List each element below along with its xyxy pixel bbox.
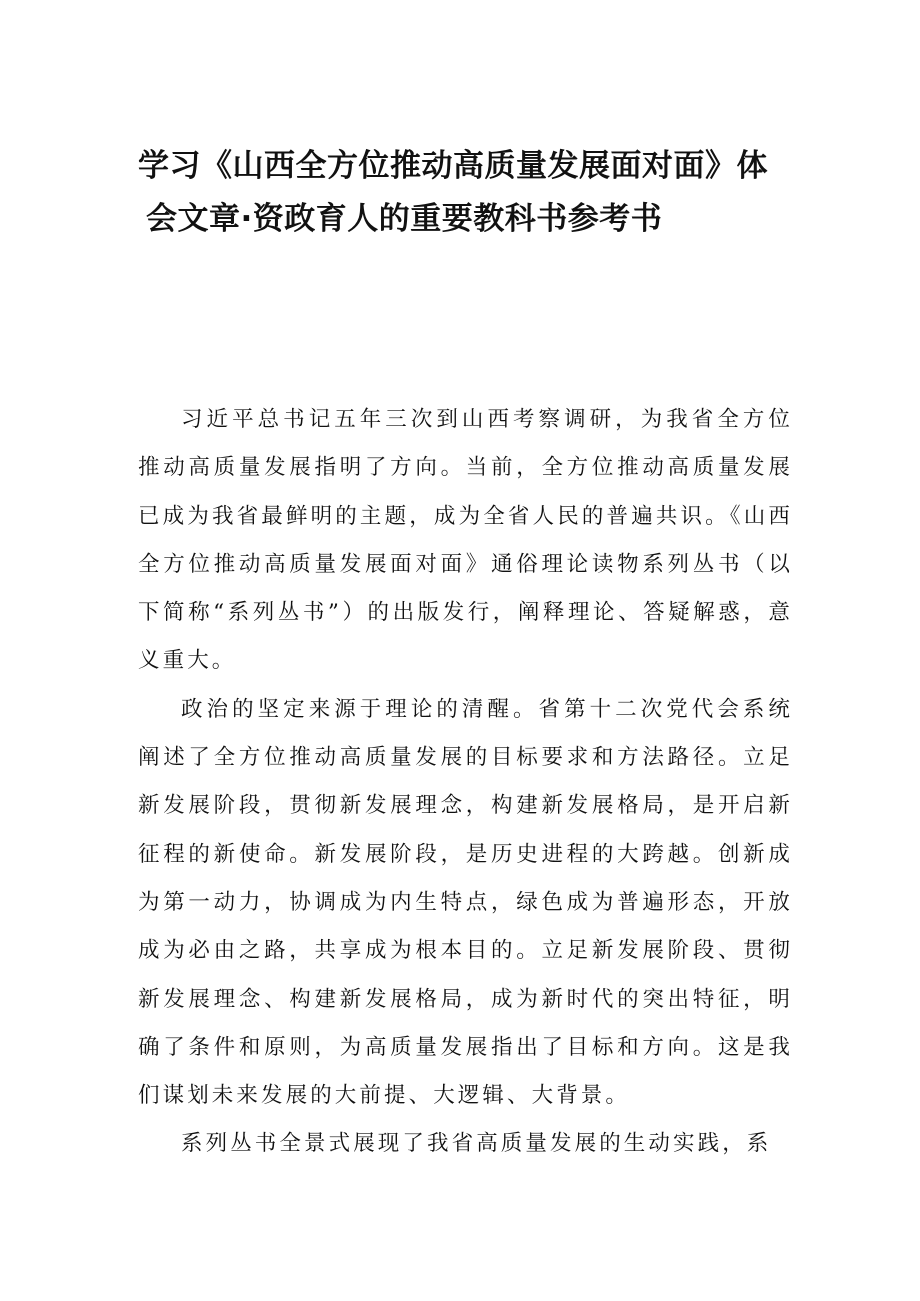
title-line-1: 学习《山西全方位推动高质量发展面对面》体: [138, 148, 768, 184]
title-line-2: 会文章·资政育人的重要教科书参考书: [146, 201, 663, 237]
paragraph-3: 系列丛书全景式展现了我省高质量发展的生动实践，系: [181, 1131, 772, 1157]
paragraph-1: 习近平总书记五年三次到山西考察调研，为我省全方位推动高质量发展指明了方向。当前，全方位推动高质量发展已成为我省最鲜明的主题，成为全省人民的普遍共识。《山西全方位推动高质量发展面对面》通俗理论读物系列丛书（以下简称“系列丛书”）的出版发行，阐释理论、答疑解惑，意义重大。: [138, 407, 793, 674]
document-body: [138, 396, 793, 1168]
document-title: [138, 140, 798, 246]
paragraph-2: 政治的坚定来源于理论的清醒。省第十二次党代会系统阐述了全方位推动高质量发展的目标要求和方法路径。立足新发展阶段，贯彻新发展理念，构建新发展格局，是开启新征程的新使命。新发展阶段，是历史进程的大跨越。创新成为第一动力，协调成为内生特点，绿色成为普遍形态，开放成为必由之路，共享成为根本目的。立足新发展阶段、贯彻新发展理念、构建新发展格局，成为新时代的突出特征，明确了条件和原则，为高质量发展指出了目标和方向。这是我们谋划未来发展的大前提、大逻辑、大背景。: [138, 696, 793, 1109]
